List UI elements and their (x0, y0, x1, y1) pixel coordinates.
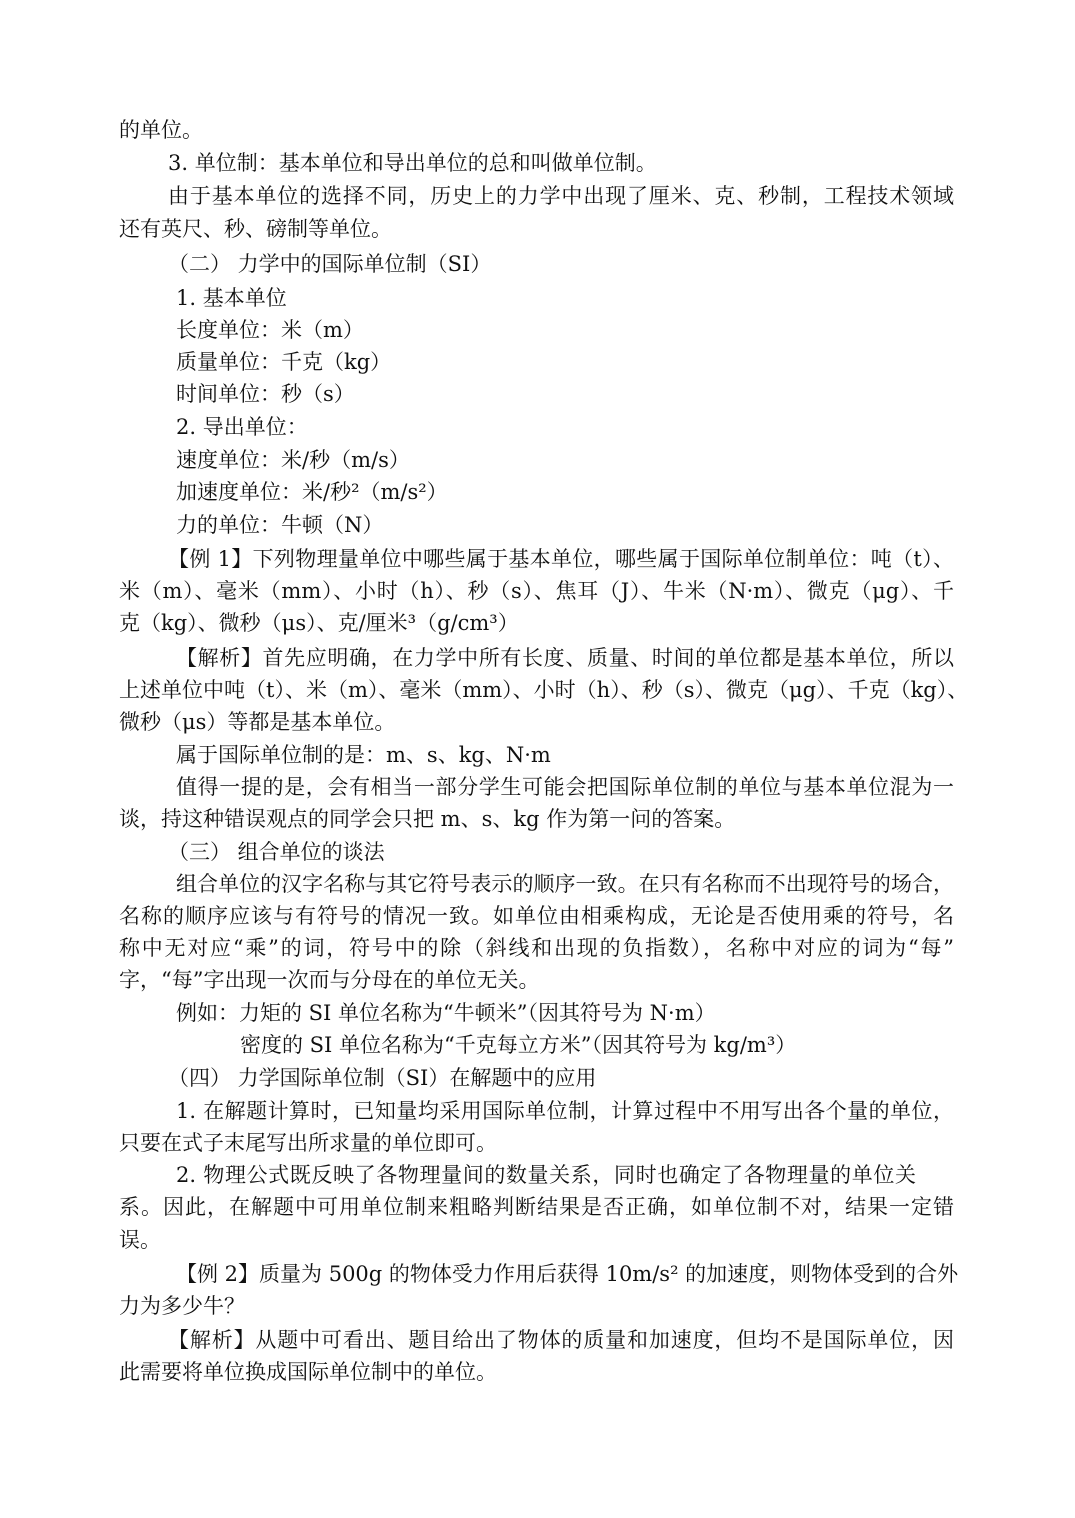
example-1-line: 米（m）、毫米（mm）、小时（h）、秒（s）、焦耳（J）、牛米（N·m）、微克（μg）、千 (119, 579, 954, 603)
text-line: 字，“每”字出现一次而与分母在的单位无关。 (119, 968, 540, 992)
analysis-line: 【解析】首先应明确，在力学中所有长度、质量、时间的单位都是基本单位，所以 (176, 646, 954, 670)
text-line: 系。因此，在解题中可用单位制来粗略判断结果是否正确，如单位制不对，结果一定错 (119, 1195, 954, 1219)
text-line: 3. 单位制：基本单位和导出单位的总和叫做单位制。 (168, 151, 657, 175)
section-heading: （四） 力学国际单位制（SI）在解题中的应用 (168, 1066, 597, 1090)
example-1-line: 克（kg）、微秒（μs）、克/厘米³（g/cm³） (119, 611, 519, 635)
text-line: 还有英尺、秒、磅制等单位。 (119, 217, 392, 241)
text-line: 只要在式子末尾写出所求量的单位即可。 (119, 1131, 497, 1155)
text-line: 速度单位：米/秒（m/s） (176, 448, 410, 472)
analysis-line: 【解析】从题中可看出、题目给出了物体的质量和加速度，但均不是国际单位，因 (168, 1328, 954, 1352)
text-line: 例如：力矩的 SI 单位名称为“牛顿米”（因其符号为 N·m） (176, 1001, 716, 1025)
analysis-line: 属于国际单位制的是：m、s、kg、N·m (176, 743, 551, 767)
text-line: 时间单位：秒（s） (176, 382, 355, 406)
text-line: 名称的顺序应该与有符号的情况一致。如单位由相乘构成，无论是否使用乘的符号，名 (119, 904, 954, 928)
analysis-line: 上述单位中吨（t）、米（m）、毫米（mm）、小时（h）、秒（s）、微克（μg）、千克（kg）、 (119, 678, 969, 702)
text-line: 2. 物理公式既反映了各物理量间的数量关系，同时也确定了各物理量的单位关 (176, 1163, 916, 1187)
text-line: 2. 导出单位： (176, 415, 308, 439)
text-line: 组合单位的汉字名称与其它符号表示的顺序一致。在只有名称而不出现符号的场合， (176, 872, 954, 896)
example-2-line: 【例 2】质量为 500g 的物体受力作用后获得 10m/s² 的加速度，则物体受到的合外 (176, 1262, 959, 1286)
section-heading: （三） 组合单位的谈法 (168, 840, 385, 864)
example-1-line: 【例 1】下列物理量单位中哪些属于基本单位，哪些属于国际单位制单位：吨（t）、 (168, 547, 954, 571)
section-heading: （二） 力学中的国际单位制（SI） (168, 252, 492, 276)
analysis-line: 微秒（μs）等都是基本单位。 (119, 710, 396, 734)
analysis-line: 此需要将单位换成国际单位制中的单位。 (119, 1360, 497, 1384)
text-line: 密度的 SI 单位名称为“千克每立方米”（因其符号为 kg/m³） (240, 1033, 797, 1057)
text-line: 由于基本单位的选择不同，历史上的力学中出现了厘米、克、秒制，工程技术领域 (168, 184, 954, 208)
text-line: 长度单位：米（m） (176, 318, 364, 342)
text-line: 1. 在解题计算时，已知量均采用国际单位制，计算过程中不用写出各个量的单位， (176, 1099, 954, 1123)
analysis-line: 谈，持这种错误观点的同学会只把 m、s、kg 作为第一问的答案。 (119, 807, 736, 831)
text-line: 力的单位：牛顿（N） (176, 513, 384, 537)
text-line: 误。 (119, 1228, 161, 1252)
analysis-line: 值得一提的是，会有相当一部分学生可能会把国际单位制的单位与基本单位混为一 (176, 775, 954, 799)
text-line: 称中无对应“乘”的词，符号中的除（斜线和出现的负指数），名称中对应的词为“每” (119, 936, 954, 960)
text-line: 1. 基本单位 (176, 286, 287, 310)
text-line: 的单位。 (119, 118, 203, 142)
example-2-line: 力为多少牛？ (119, 1294, 245, 1318)
text-line: 质量单位：千克（kg） (176, 350, 392, 374)
text-line: 加速度单位：米/秒²（m/s²） (176, 480, 448, 504)
